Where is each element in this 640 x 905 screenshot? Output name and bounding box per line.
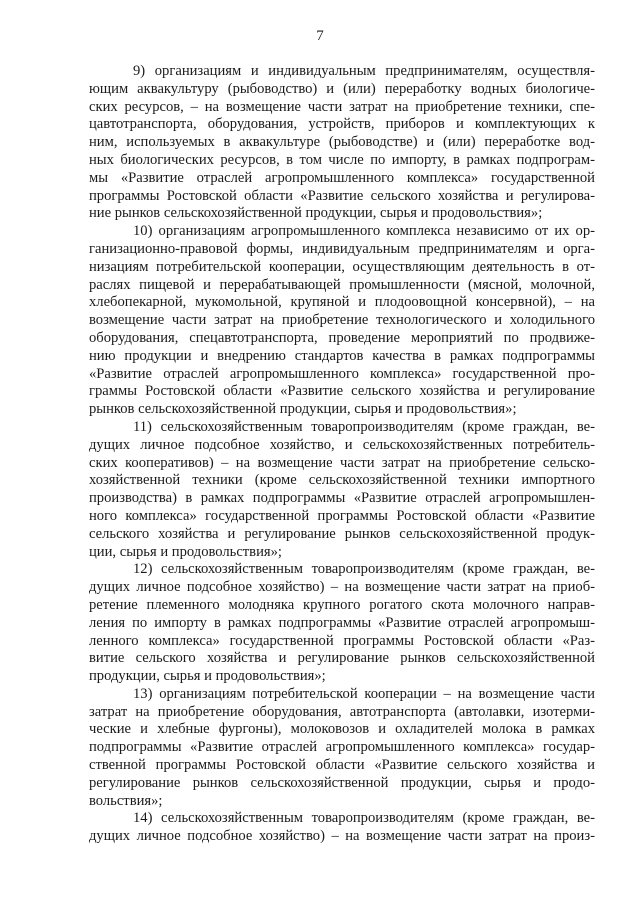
text-line: низациям потребительской кооперации, осуществляющим деятельность в от- — [89, 258, 595, 275]
text-line: 11) сельскохозяйственным товаропроизводителям (кроме граждан, ве- — [133, 418, 595, 435]
text-line: дущих личное подсобное хозяйство) – на возмещение части затрат на приоб- — [89, 579, 595, 596]
text-line: ного комплекса» государственной программы Ростовской области «Развитие — [89, 507, 595, 524]
text-line: мы «Развитие отраслей агропромышленного комплекса» государственной — [89, 169, 595, 186]
text-line: ских кооперативов) – на возмещение части затрат на приобретение сельско- — [89, 454, 595, 471]
text-line: 13) организациям потребительской кооперации – на возмещение части — [133, 685, 595, 702]
text-line: производства) в рамках подпрограммы «Развитие отраслей агропромышлен- — [89, 490, 595, 507]
text-line: граммы Ростовской области «Развитие сельского хозяйства и регулирование — [89, 383, 595, 400]
paragraph — [89, 223, 595, 419]
paragraph — [89, 686, 595, 811]
text-line: ческие и хлебные фургоны), молоковозов и охладителей молока в рамках — [89, 721, 595, 738]
text-line: рынков сельскохозяйственной продукции, сырья и продовольствия»; — [89, 401, 517, 418]
text-line: ретение племенного молодняка крупного рогатого скота молочного направ- — [89, 596, 595, 613]
text-line: ских ресурсов, – на возмещение части затрат на приобретение техники, спе- — [89, 98, 595, 115]
text-line: 9) организациям и индивидуальным предпринимателям, осуществля- — [133, 63, 595, 79]
text-line: нию продукции и внедрению стандартов качества в рамках подпрограммы — [89, 347, 595, 364]
text-line: дущих личное подсобное хозяйство) – на возмещение части затрат на произ- — [89, 828, 595, 845]
text-line: ции, сырья и продовольствия»; — [89, 543, 282, 560]
paragraph — [89, 419, 595, 561]
text-line: ленного комплекса» государственной программы Ростовской области «Раз- — [89, 632, 595, 649]
text-line: ние рынков сельскохозяйственной продукции, сырья и продовольствия»; — [89, 205, 543, 222]
text-line: «Развитие отраслей агропромышленного комплекса» государственной про- — [89, 365, 595, 382]
text-line: 10) организациям агропромышленного комплекса независимо от их ор- — [133, 223, 595, 240]
text-line: ных биологических ресурсов, в том числе по импорту, в рамках подпрограм- — [89, 151, 595, 168]
text-line: 14) сельскохозяйственным товаропроизводителям (кроме граждан, ве- — [133, 810, 595, 827]
text-line: хлебопекарной, мукомольной, крупяной и плодоовощной консервной), – на — [89, 294, 595, 311]
text-line: раслях пищевой и перерабатывающей промышленности (мясной, молочной, — [89, 276, 595, 293]
text-line: ним, используемых в аквакультуре (рыбоводстве) и (или) переработке вод- — [89, 134, 595, 151]
text-line: оборудования, спецавтотранспорта, проведение мероприятий по продвиже- — [89, 329, 595, 346]
text-line: продукции, сырья и продовольствия»; — [89, 668, 326, 685]
text-line: ющим аквакультуру (рыбоводство) и (или) переработку водных биологиче- — [89, 80, 595, 97]
text-line: хозяйственной техники (кроме сельскохозяйственной техники импортного — [89, 472, 595, 489]
page-number: 7 — [316, 28, 324, 44]
text-line: вольствия»; — [89, 792, 163, 809]
text-line: затрат на приобретение оборудования, автотранспорта (автолавки, изотерми- — [89, 703, 595, 720]
text-line: подпрограммы «Развитие отраслей агропромышленного комплекса» государ- — [89, 739, 595, 756]
text-line: регулирование рынков сельскохозяйственной продукции, сырья и продо- — [89, 774, 595, 791]
paragraph — [89, 63, 595, 223]
text-line: ления по импорту в рамках подпрограммы «Развитие отраслей агропромыш- — [89, 614, 595, 631]
text-line: ганизационно-правовой формы, индивидуальным предпринимателям и орга- — [89, 240, 595, 257]
document-body — [89, 63, 595, 846]
paragraph — [89, 561, 595, 686]
text-line: дущих личное подсобное хозяйство, и сельскохозяйственных потребитель- — [89, 436, 595, 453]
text-line: ственной программы Ростовской области «Развитие сельского хозяйства и — [89, 757, 595, 774]
text-line: 12) сельскохозяйственным товаропроизводителям (кроме граждан, ве- — [133, 561, 595, 578]
paragraph — [89, 810, 595, 846]
text-line: возмещение части затрат на приобретение технологического и холодильного — [89, 312, 595, 329]
text-line: цавтотранспорта, оборудования, устройств, приборов и комплектующих к — [89, 116, 595, 133]
text-line: программы Ростовской области «Развитие сельского хозяйства и регулирова- — [89, 187, 595, 204]
text-line: сельского хозяйства и регулирование рынков сельскохозяйственной продук- — [89, 525, 595, 542]
text-line: витие сельского хозяйства и регулирование рынков сельскохозяйственной — [89, 650, 595, 667]
